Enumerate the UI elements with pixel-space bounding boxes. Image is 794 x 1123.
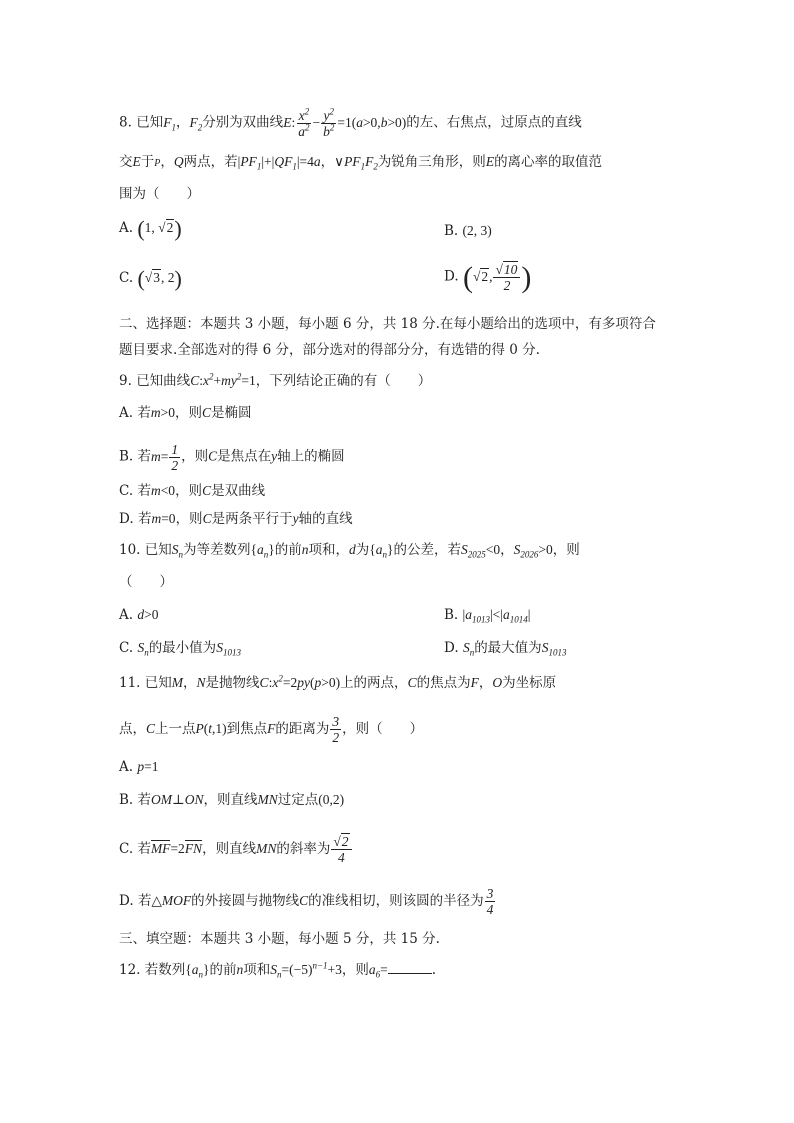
q9-option-c: C. 若m<0，则C是双曲线 <box>119 483 266 499</box>
answer-blank[interactable] <box>388 961 432 974</box>
q9-option-a: A. 若m>0，则C是椭圆 <box>119 405 252 421</box>
q8-option-d: D. (√2, $\frac{√10}{2}$ ) <box>444 260 532 294</box>
section2-heading-line1: 二、选择题：本题共 3 小题，每小题 6 分，共 18 分.在每小题给出的选项中，有多项符合 <box>119 316 656 332</box>
parabola-formula: $C:x^2=2py(p>0)$ <box>259 673 341 690</box>
q11-line1: 11. 已知M，N是抛物线$C:x^2=2py(p>0)$上的两点，C的焦点为F，O为坐标原 <box>119 673 557 691</box>
q11-option-c: C. 若MF=2FN，则直线MN的斜率为 $\frac{√2}{4}$ <box>119 834 353 865</box>
formula: $C:x^2+my^2=1$ <box>190 371 256 388</box>
formula: $|PF_1|+|QF_1|=4a$ <box>237 154 321 172</box>
q10-option-b: B. $|a_{1013}|<|a_{1014}|$ <box>444 607 531 625</box>
q8-line2: 交E于P，Q两点，若$|PF_1|+|QF_1|=4a$，$\vee PF_1F_2$为锐角三角形，则E的离心率的取值范 <box>119 154 603 172</box>
q12-stem: 12. 若数列$\{a_n\}$的前n项和$S_n=(-5)^{n-1}+3$，则$a_6=$ . <box>119 960 437 980</box>
formula: $F_1$ <box>163 114 176 133</box>
q8-option-c: C. (√3, 2) <box>119 265 182 291</box>
q8-option-b: B. (2, 3) <box>444 223 492 239</box>
formula: $\vee PF_1F_2$ <box>334 154 378 172</box>
section3-heading: 三、填空题：本题共 3 小题，每小题 5 分，共 15 分. <box>119 931 440 947</box>
q8-line1: 8. 已知$F_1$，$F_2$分别为双曲线E: $\frac{x^2}{a^2}$ − $\frac{y^2}{b^2}$ =1(a>0,b>0)的左、右焦点，过原点的直线 <box>119 106 582 139</box>
q11-option-a: A. p=1 <box>119 759 159 775</box>
q10-stem: 10. 已知$S_n$为等差数列$\{a_n\}$的前n项和，d为$\{a_n\}$的公差，若$S_{2025}<0$，$S_{2026}>0$，则 <box>119 542 580 560</box>
q10-option-c: C. $S_n$的最小值为$S_{1013}$ <box>119 640 241 658</box>
q11-option-b: B. 若OM⊥ON，则直线MN过定点(0,2) <box>119 792 345 808</box>
q11-line2: 点，C上一点P(t,1)到焦点F的距离为 $\frac{3}{2}$ ，则（ ） <box>119 714 424 745</box>
q10-option-d: D. $S_n$的最大值为$S_{1013}$ <box>444 640 567 658</box>
formula: $F_2$ <box>189 114 203 133</box>
q9-stem: 9. 已知曲线$C:x^2+my^2=1$，下列结论正确的有（ ） <box>119 371 432 389</box>
q8-line3: 围为（ ） <box>119 186 200 202</box>
q8-number: 8. <box>119 114 132 131</box>
q9-option-b: B. 若m= $\frac{1}{2}$ ，则C是焦点在y轴上的椭圆 <box>119 442 345 473</box>
hyperbola-formula: E: $\frac{x^2}{a^2}$ − $\frac{y^2}{b^2}$ =1(a>0,b>0) <box>283 106 407 139</box>
section2-heading-line2: 题目要求.全部选对的得 6 分，部分选对的得部分分，有选错的得 0 分. <box>119 342 540 358</box>
q11-option-d: D. 若△MOF的外接圆与抛物线C的准线相切，则该圆的半径为 $\frac{3}{4}$ <box>119 886 494 917</box>
q9-option-d: D. 若m=0，则C是两条平行于y轴的直线 <box>119 511 353 527</box>
q8-option-a: A. (1, √2) <box>119 215 182 241</box>
q10-line2: （ ） <box>119 574 173 590</box>
q10-option-a: A. d>0 <box>119 607 159 623</box>
formula: $S_n=(-5)^{n-1}+3$ <box>270 960 342 980</box>
